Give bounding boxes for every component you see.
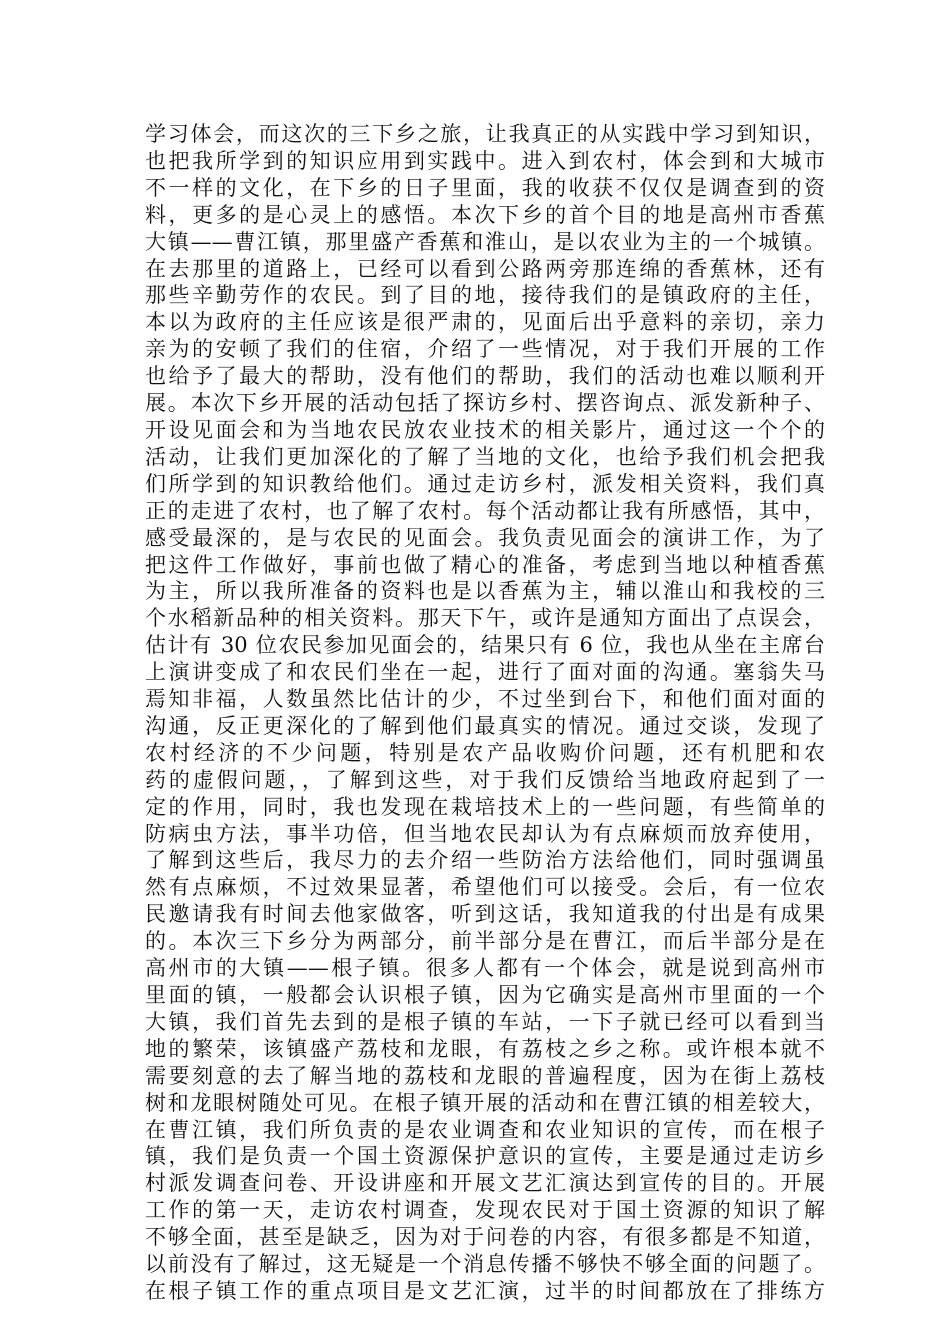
text-line: 树和龙眼树随处可见。在根子镇开展的活动和在曹江镇的相差较大， bbox=[145, 1090, 825, 1115]
text-line: 然有点麻烦，不过效果显著，希望他们可以接受。会后，有一位农 bbox=[145, 875, 825, 900]
text-line: 活动，让我们更加深化的了解了当地的文化，也给予我们机会把我 bbox=[145, 444, 825, 469]
text-line: 把这件工作做好，事前也做了精心的准备，考虑到当地以种植香蕉 bbox=[145, 552, 825, 577]
text-line: 需要刻意的去了解当地的荔枝和龙眼的普遍程度，因为在街上荔枝 bbox=[145, 1063, 825, 1088]
text-line: 那些辛勤劳作的农民。到了目的地，接待我们的是镇政府的主任， bbox=[145, 283, 825, 308]
text-line: 展。本次下乡开展的活动包括了探访乡村、摆咨询点、派发新种子、 bbox=[145, 391, 825, 416]
text-line: 正的走进了农村，也了解了农村。每个活动都让我有所感悟，其中， bbox=[145, 498, 825, 523]
text-line: 了解到这些后，我尽力的去介绍一些防治方法给他们，同时强调虽 bbox=[145, 848, 825, 873]
text-line: 焉知非福，人数虽然比估计的少，不过坐到台下，和他们面对面的 bbox=[145, 687, 825, 712]
text-line: 以前没有了解过，这无疑是一个消息传播不够快不够全面的问题了。 bbox=[145, 1252, 825, 1277]
text-line: 也给予了最大的帮助，没有他们的帮助，我们的活动也难以顺利开 bbox=[145, 364, 825, 389]
text-line: 里面的镇，一般都会认识根子镇，因为它确实是高州市里面的一个 bbox=[145, 983, 825, 1007]
text-line: 为主，所以我所准备的资料也是以香蕉为主，辅以淮山和我校的三 bbox=[145, 579, 825, 604]
text-line: 地的繁荣，该镇盛产荔枝和龙眼，有荔枝之乡之称。或许根本就不 bbox=[145, 1036, 825, 1061]
text-line: 开设见面会和为当地农民放农业技术的相关影片，通过这一个个的 bbox=[145, 417, 825, 442]
text-line: 在去那里的道路上，已经可以看到公路两旁那连绵的香蕉林，还有 bbox=[145, 256, 825, 281]
text-line: 村派发调查问卷、开设讲座和开展文艺汇演达到宣传的目的。开展 bbox=[145, 1171, 825, 1196]
text-line: 沟通，反正更深化的了解到他们最真实的情况。通过交谈，发现了 bbox=[145, 713, 825, 738]
text-line: 本以为政府的主任应该是很严肃的，见面后出乎意料的亲切，亲力 bbox=[145, 310, 825, 335]
text-line: 镇，我们是负责一个国土资源保护意识的宣传，主要是通过走访乡 bbox=[145, 1144, 825, 1169]
text-line: 们所学到的知识教给他们。通过走访乡村，派发相关资料，我们真 bbox=[145, 471, 825, 496]
text-line: 的。本次三下乡分为两部分，前半部分是在曹江，而后半部分是在 bbox=[145, 929, 825, 954]
text-line: 大镇——曹江镇，那里盛产香蕉和淮山，是以农业为主的一个城镇。 bbox=[145, 229, 825, 254]
text-line: 高州市的大镇——根子镇。很多人都有一个体会，就是说到高州市 bbox=[145, 956, 825, 981]
text-line: 工作的第一天，走访农村调查，发现农民对于国土资源的知识了解 bbox=[145, 1198, 825, 1223]
text-line: 估计有 30 位农民参加见面会的，结果只有 6 位，我也从坐在主席台 bbox=[145, 633, 825, 658]
text-line: 农村经济的不少问题，特别是农产品收购价问题，还有机肥和农 bbox=[145, 740, 825, 765]
text-line: 定的作用，同时，我也发现在栽培技术上的一些问题，有些简单的 bbox=[145, 794, 825, 819]
text-line: 防病虫方法，事半功倍，但当地农民却认为有点麻烦而放弃使用， bbox=[145, 821, 825, 846]
body-text bbox=[145, 121, 825, 1305]
text-line: 上演讲变成了和农民们坐在一起，进行了面对面的沟通。塞翁失马 bbox=[145, 660, 825, 685]
text-line: 也把我所学到的知识应用到实践中。进入到农村，体会到和大城市 bbox=[145, 148, 825, 173]
text-line: 大镇，我们首先去到的是根子镇的车站，一下子就已经可以看到当 bbox=[145, 1009, 825, 1034]
text-line: 感受最深的，是与农民的见面会。我负责见面会的演讲工作，为了 bbox=[145, 525, 825, 550]
text-line: 药的虚假问题，，了解到这些，对于我们反馈给当地政府起到了一 bbox=[145, 767, 825, 792]
text-line: 民邀请我有时间去他家做客，听到这话，我知道我的付出是有成果 bbox=[145, 902, 825, 927]
text-line: 亲为的安顿了我们的住宿，介绍了一些情况，对于我们开展的工作 bbox=[145, 337, 825, 362]
text-line: 学习体会，而这次的三下乡之旅，让我真正的从实践中学习到知识， bbox=[145, 122, 825, 146]
text-line: 个水稻新品种的相关资料。那天下午，或许是通知方面出了点误会， bbox=[145, 606, 825, 631]
text-line: 在根子镇工作的重点项目是文艺汇演，过半的时间都放在了排练方 bbox=[145, 1278, 825, 1303]
text-line: 在曹江镇，我们所负责的是农业调查和农业知识的宣传，而在根子 bbox=[145, 1117, 825, 1142]
text-line: 料，更多的是心灵上的感悟。本次下乡的首个目的地是高州市香蕉 bbox=[145, 202, 825, 227]
text-line: 不一样的文化，在下乡的日子里面，我的收获不仅仅是调查到的资 bbox=[145, 175, 825, 200]
text-line: 不够全面，甚至是缺乏，因为对于问卷的内容，有很多都是不知道， bbox=[145, 1225, 825, 1250]
